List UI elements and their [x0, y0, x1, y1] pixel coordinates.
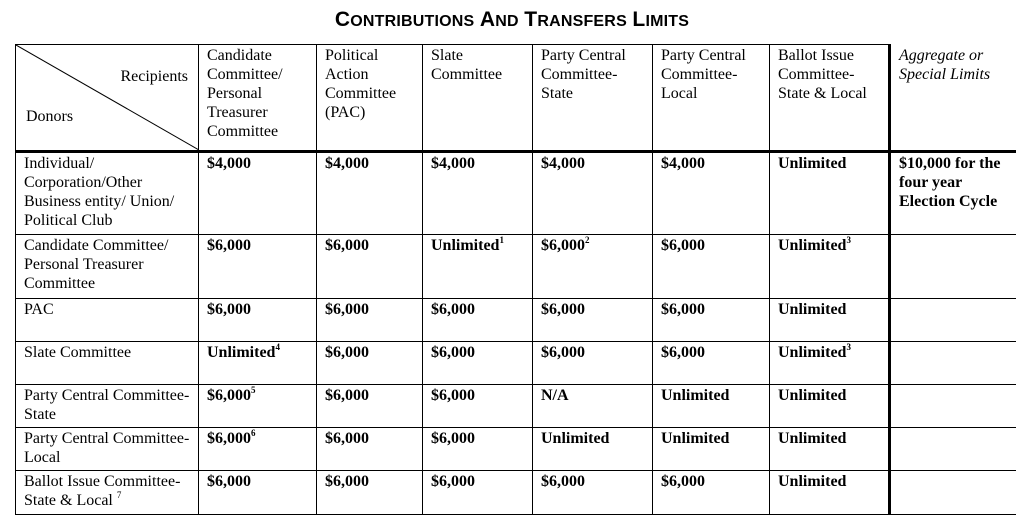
limit-cell	[770, 471, 890, 515]
limit-cell	[770, 299, 890, 342]
limit-cell	[653, 235, 770, 299]
limit-value: $6,000	[207, 387, 251, 404]
limit-cell	[533, 152, 653, 235]
table-row	[16, 385, 1016, 428]
limit-value: Unlimited	[778, 430, 847, 447]
limit-value: $4,000	[541, 155, 585, 172]
limit-value: $6,000	[661, 301, 705, 318]
footnote-marker: 2	[585, 235, 590, 245]
footnote-marker: 7	[116, 490, 122, 500]
column-header-party-local: Party Central Committee- Local	[653, 45, 770, 152]
limit-cell	[317, 152, 423, 235]
column-header-party-state: Party Central Committee- State	[533, 45, 653, 152]
limit-cell	[199, 342, 317, 385]
limit-value: $6,000	[207, 301, 251, 318]
limit-cell	[770, 342, 890, 385]
limit-value: Unlimited	[778, 387, 847, 404]
table-row	[16, 428, 1016, 471]
donor-cell	[16, 235, 199, 299]
limit-cell	[317, 471, 423, 515]
table-row	[16, 471, 1016, 515]
footnote-marker: 4	[275, 342, 280, 352]
limit-cell	[533, 235, 653, 299]
donor-cell	[16, 152, 199, 235]
limit-value: $6,000	[431, 387, 475, 404]
limit-value: Unlimited	[778, 473, 847, 490]
donor-label: Candidate Committee/ Personal Treasurer Committee	[24, 237, 169, 292]
column-header-candidate: Candidate Committee/ Personal Treasurer Committee	[199, 45, 317, 152]
limit-cell	[317, 235, 423, 299]
aggregate-cell	[890, 299, 1016, 342]
limit-value: $6,000	[661, 473, 705, 490]
limit-cell	[199, 299, 317, 342]
limit-value: $6,000	[325, 237, 369, 254]
limit-value: $6,000	[431, 430, 475, 447]
limit-value: $4,000	[431, 155, 475, 172]
diagonal-line	[16, 45, 199, 150]
limit-cell	[770, 428, 890, 471]
limit-cell	[653, 299, 770, 342]
footnote-marker: 6	[251, 428, 256, 438]
limit-cell	[653, 342, 770, 385]
donor-label: Party Central Committee-Local	[24, 430, 190, 466]
aggregate-cell	[890, 342, 1016, 385]
footnote-marker: 5	[251, 385, 256, 395]
footnote-marker: 3	[846, 342, 851, 352]
limit-cell	[423, 471, 533, 515]
limit-cell	[770, 235, 890, 299]
header-row	[16, 45, 1016, 152]
aggregate-cell: $10,000 for the four year Election Cycle	[890, 152, 1016, 235]
donors-label: Donors	[26, 108, 74, 125]
footnote-marker: 1	[499, 235, 504, 245]
limit-value: Unlimited	[778, 237, 847, 254]
donor-label: Ballot Issue Committee- State & Local	[24, 473, 181, 509]
table-row	[16, 299, 1016, 342]
limit-cell	[533, 428, 653, 471]
limit-value: Unlimited	[431, 237, 500, 254]
page-title: CONTRIBUTIONS AND TRANSFERS LIMITS	[334, 8, 690, 31]
limit-cell	[423, 428, 533, 471]
limit-cell	[199, 385, 317, 428]
table-row	[16, 342, 1016, 385]
limit-cell	[317, 299, 423, 342]
limit-value: $4,000	[207, 155, 251, 172]
column-header-pac: Political Action Committee (PAC)	[317, 45, 423, 152]
limit-cell	[317, 342, 423, 385]
donor-cell	[16, 428, 199, 471]
limit-cell	[423, 235, 533, 299]
limit-value: $6,000	[661, 344, 705, 361]
limit-cell	[533, 299, 653, 342]
limit-value: $6,000	[325, 473, 369, 490]
limit-value: $4,000	[325, 155, 369, 172]
limit-cell	[653, 471, 770, 515]
limit-cell	[770, 385, 890, 428]
limit-value: $6,000	[207, 237, 251, 254]
limit-value: $4,000	[661, 155, 705, 172]
limit-cell	[199, 428, 317, 471]
limit-value: Unlimited	[778, 301, 847, 318]
donor-label: PAC	[24, 301, 54, 318]
limit-cell	[199, 152, 317, 235]
donor-cell	[16, 471, 199, 515]
aggregate-cell	[890, 385, 1016, 428]
limit-value: $6,000	[431, 301, 475, 318]
limit-cell	[770, 152, 890, 235]
limit-value: Unlimited	[661, 387, 730, 404]
limit-value: Unlimited	[778, 155, 847, 172]
limit-value: $6,000	[541, 344, 585, 361]
limit-value: Unlimited	[541, 430, 610, 447]
footnote-marker: 3	[846, 235, 851, 245]
limit-value: $6,000	[661, 237, 705, 254]
column-header-aggregate: Aggregate or Special Limits	[890, 45, 1016, 152]
column-header-slate: Slate Committee	[423, 45, 533, 152]
limit-value: $6,000	[325, 387, 369, 404]
limit-cell	[533, 342, 653, 385]
aggregate-cell	[890, 428, 1016, 471]
table-row	[16, 152, 1016, 235]
limit-cell	[423, 299, 533, 342]
limit-cell	[533, 385, 653, 428]
aggregate-cell	[890, 235, 1016, 299]
donor-cell	[16, 299, 199, 342]
limit-value: $6,000	[541, 237, 585, 254]
limit-cell	[653, 428, 770, 471]
column-header-ballot-issue: Ballot Issue Committee- State & Local	[770, 45, 890, 152]
limit-value: $6,000	[431, 473, 475, 490]
limit-cell	[653, 385, 770, 428]
limit-cell	[423, 152, 533, 235]
limit-cell	[423, 342, 533, 385]
donor-label: Party Central Committee- State	[24, 387, 190, 423]
limit-value: Unlimited	[207, 344, 276, 361]
aggregate-cell	[890, 471, 1016, 515]
limit-cell	[317, 428, 423, 471]
donor-label: Slate Committee	[24, 344, 132, 361]
limit-cell	[533, 471, 653, 515]
limit-value: $6,000	[207, 430, 251, 447]
donor-label: Individual/ Corporation/Other Business entity/ Union/ Political Club	[24, 155, 175, 229]
limit-value: $6,000	[207, 473, 251, 490]
donor-cell	[16, 385, 199, 428]
limit-cell	[199, 235, 317, 299]
limit-value: $6,000	[541, 301, 585, 318]
limit-value: Unlimited	[661, 430, 730, 447]
limit-value: $6,000	[325, 430, 369, 447]
limit-value: $6,000	[431, 344, 475, 361]
donor-cell	[16, 342, 199, 385]
limit-cell	[423, 385, 533, 428]
table-row	[16, 235, 1016, 299]
limit-cell	[199, 471, 317, 515]
limit-value: $6,000	[325, 301, 369, 318]
recipients-label: Recipients	[120, 68, 188, 85]
limit-value: $6,000	[541, 473, 585, 490]
limit-value: N/A	[541, 387, 569, 404]
limits-table	[15, 44, 1016, 515]
limit-cell	[317, 385, 423, 428]
limit-cell	[653, 152, 770, 235]
limit-value: $6,000	[325, 344, 369, 361]
diagonal-header-cell	[16, 45, 199, 152]
limit-value: Unlimited	[778, 344, 847, 361]
